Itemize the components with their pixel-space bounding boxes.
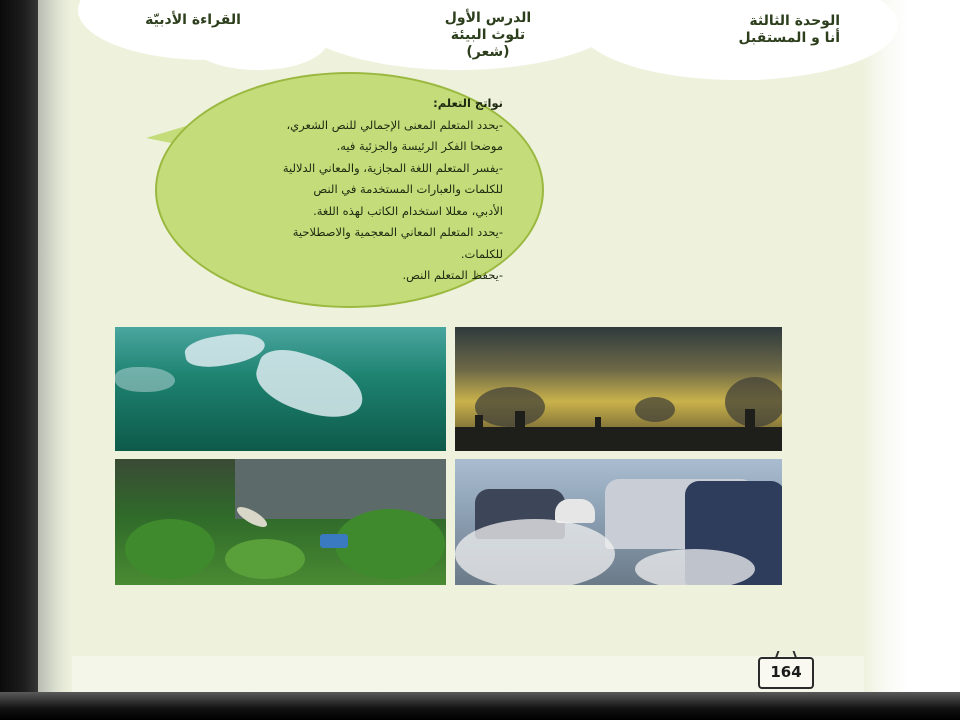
photo-polluted-pond bbox=[115, 459, 446, 585]
car bbox=[555, 499, 595, 523]
outcome-line: -يحدد المتعلم المعاني المعجمية والاصطلاحية bbox=[292, 225, 503, 239]
lesson-title bbox=[428, 10, 548, 61]
factory-silhouette bbox=[455, 427, 782, 451]
scan-border-left bbox=[0, 0, 40, 720]
outcome-line: موضحا الفكر الرئيسة والجزئية فيه. bbox=[336, 139, 503, 153]
water-plants bbox=[125, 519, 215, 579]
unit-title bbox=[690, 13, 840, 47]
outcome-line: للكلمات والعبارات المستخدمة في النص bbox=[313, 182, 503, 196]
outcome-line: -يفسر المتعلم اللغة المجازية، والمعاني الدلالية bbox=[282, 160, 503, 175]
pond-water bbox=[235, 459, 446, 519]
section-title bbox=[118, 12, 268, 29]
page-gutter bbox=[38, 0, 72, 696]
outcome-line: الأدبي، معللا استخدام الكاتب لهذه اللغة. bbox=[313, 203, 503, 218]
outcome-line: -يحفظ المتعلم النص. bbox=[402, 268, 503, 282]
chimney bbox=[475, 415, 483, 429]
plastic-bottle bbox=[320, 534, 348, 548]
page-number: 164 bbox=[758, 657, 814, 689]
water-plants bbox=[335, 509, 445, 579]
smoke-cloud bbox=[635, 397, 675, 422]
exhaust-smoke bbox=[455, 519, 615, 585]
lesson-line-2: تلوث البيئة bbox=[450, 27, 526, 43]
outcome-line: -يحدد المتعلم المعنى الإجمالي للنص الشعري، bbox=[286, 117, 503, 132]
plastic-bag bbox=[249, 341, 371, 427]
section-label: القراءة الأدبيّة bbox=[145, 12, 241, 28]
lesson-line-1: الدرس الأول bbox=[444, 10, 532, 26]
outcomes-title: نواتج التعلم: bbox=[433, 96, 503, 110]
photo-factory-smoke bbox=[455, 327, 782, 451]
page-edge bbox=[864, 0, 908, 696]
chimney bbox=[595, 417, 601, 429]
page-bottom-band bbox=[72, 656, 864, 696]
chimney bbox=[515, 411, 525, 429]
smoke-cloud bbox=[475, 387, 545, 427]
plastic-bag bbox=[115, 367, 175, 392]
scan-border-bottom bbox=[0, 692, 960, 720]
unit-line-1: الوحدة الثالثة bbox=[749, 13, 840, 29]
lesson-line-3: (شعر) bbox=[466, 44, 510, 60]
photo-car-exhaust bbox=[455, 459, 782, 585]
outcome-line: للكلمات. bbox=[460, 246, 503, 261]
chimney bbox=[745, 409, 755, 429]
photo-plastic-water bbox=[115, 327, 446, 451]
unit-line-2: أنا و المستقبل bbox=[738, 30, 840, 46]
plastic-bag bbox=[183, 328, 267, 371]
book-page bbox=[38, 0, 908, 696]
outcomes-text bbox=[198, 93, 503, 287]
exhaust-smoke bbox=[635, 549, 755, 585]
water-plants bbox=[225, 539, 305, 579]
